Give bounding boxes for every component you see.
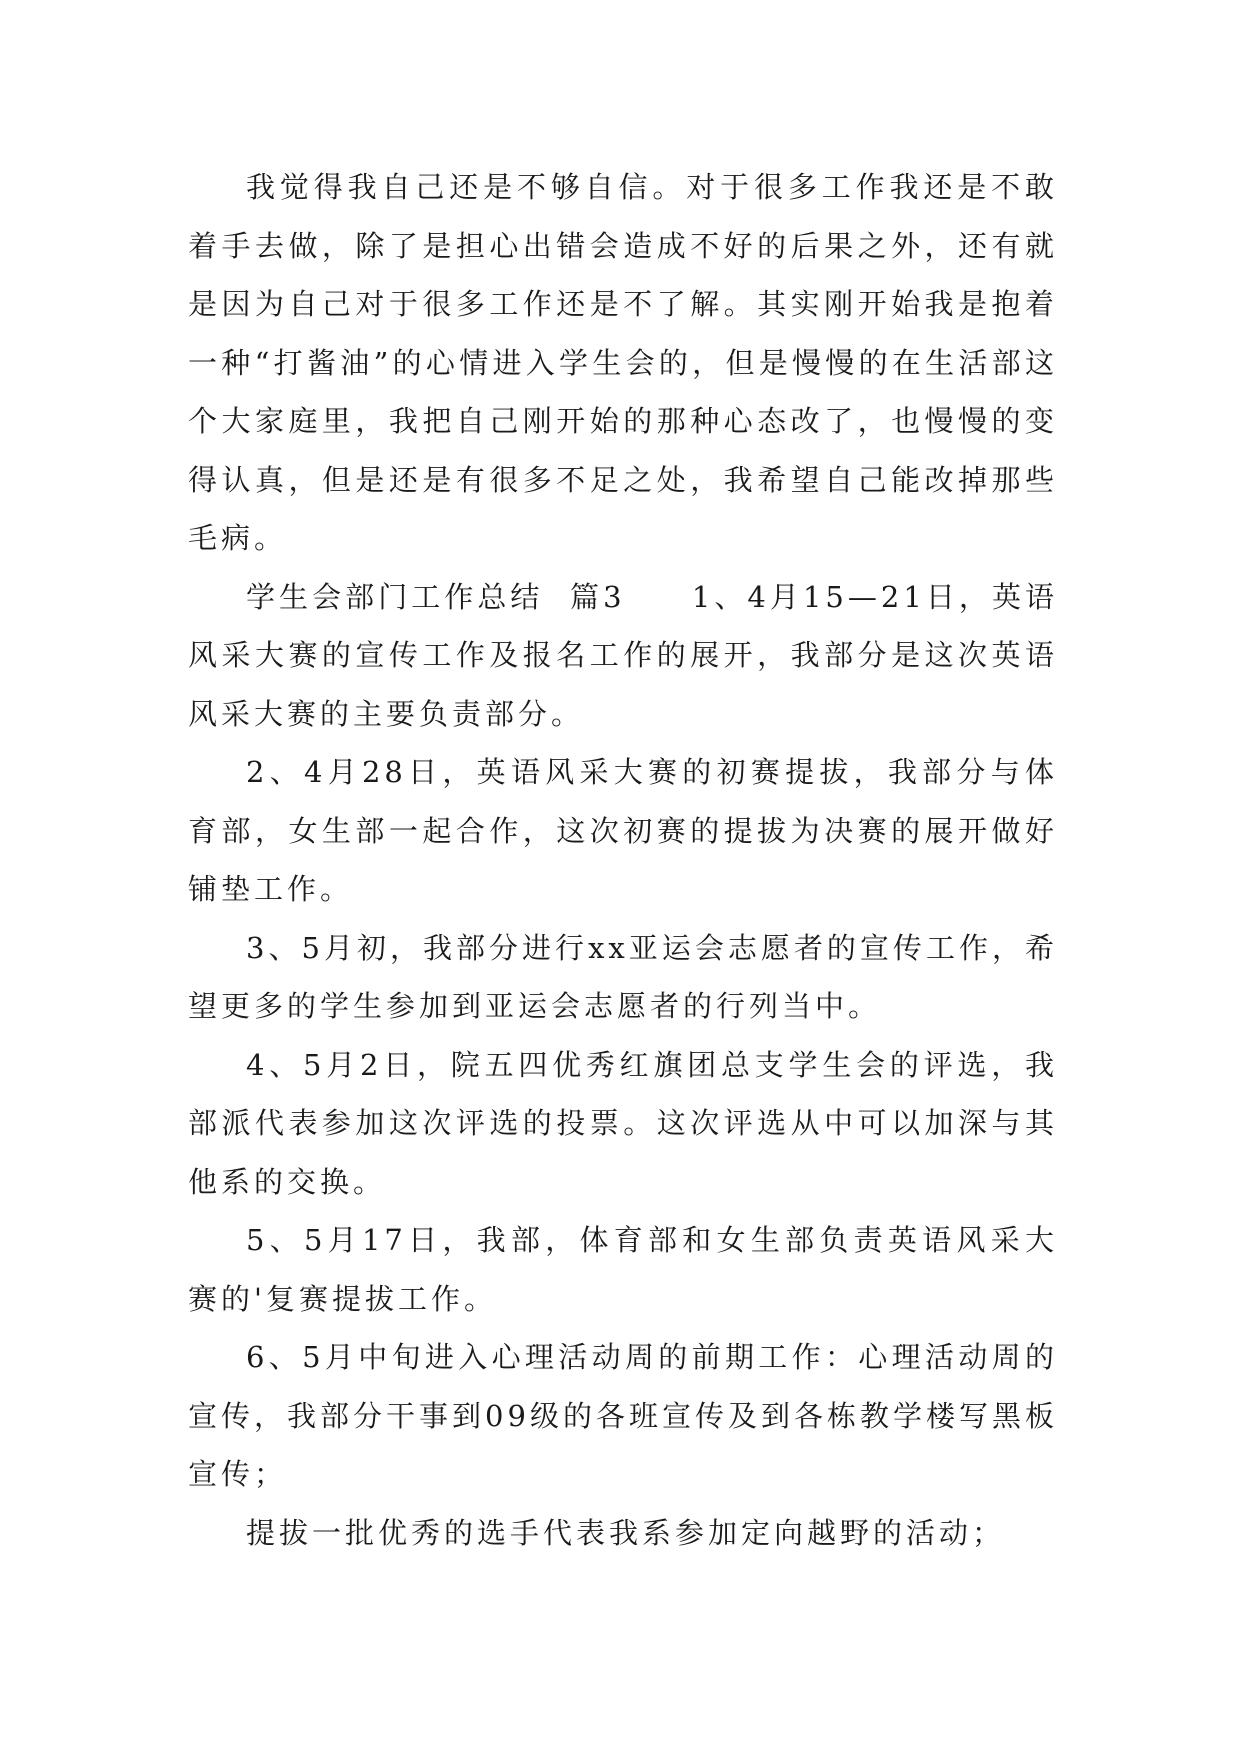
paragraph-section-3-item-1: 学生会部门工作总结 篇3 1、4月15—21日，英语风采大赛的宣传工作及报名工作的展开，我部分是这次英语风采大赛的主要负责部分。 [188, 579, 1058, 731]
document-body [188, 158, 1058, 1562]
paragraph-item-2: 2、4月28日，英语风采大赛的初赛提拔，我部分与体育部，女生部一起合作，这次初赛的提拔为决赛的展开做好铺垫工作。 [188, 755, 1058, 906]
paragraph-item-4: 4、5月2日，院五四优秀红旗团总支学生会的评选，我部派代表参加这次评选的投票。这次评选从中可以加深与其他系的交换。 [188, 1047, 1058, 1199]
paragraph-item-3: 3、5月初，我部分进行xx亚运会志愿者的宣传工作，希望更多的学生参加到亚运会志愿者的行列当中。 [188, 930, 1058, 1023]
paragraph-item-6: 6、5月中旬进入心理活动周的前期工作：心理活动周的宣传，我部分干事到09级的各班宣传及到各栋教学楼写黑板宣传； [188, 1340, 1058, 1491]
paragraph-item-5: 5、5月17日，我部，体育部和女生部负责英语风采大赛的'复赛提拔工作。 [188, 1223, 1058, 1316]
paragraph-self-reflection: 我觉得我自己还是不够自信。对于很多工作我还是不敢着手去做，除了是担心出错会造成不好的后果之外，还有就是因为自己对于很多工作还是不了解。其实刚开始我是抱着一种“打酱油”的心情进入学生会的，但是慢慢的在生活部这个大家庭里，我把自己刚开始的那种心态改了，也慢慢的变得认真，但是还是有很多不足之处，我希望自己能改掉那些毛病。 [188, 170, 1058, 555]
paragraph-orienteering: 提拔一批优秀的选手代表我系参加定向越野的活动； [246, 1515, 1006, 1550]
